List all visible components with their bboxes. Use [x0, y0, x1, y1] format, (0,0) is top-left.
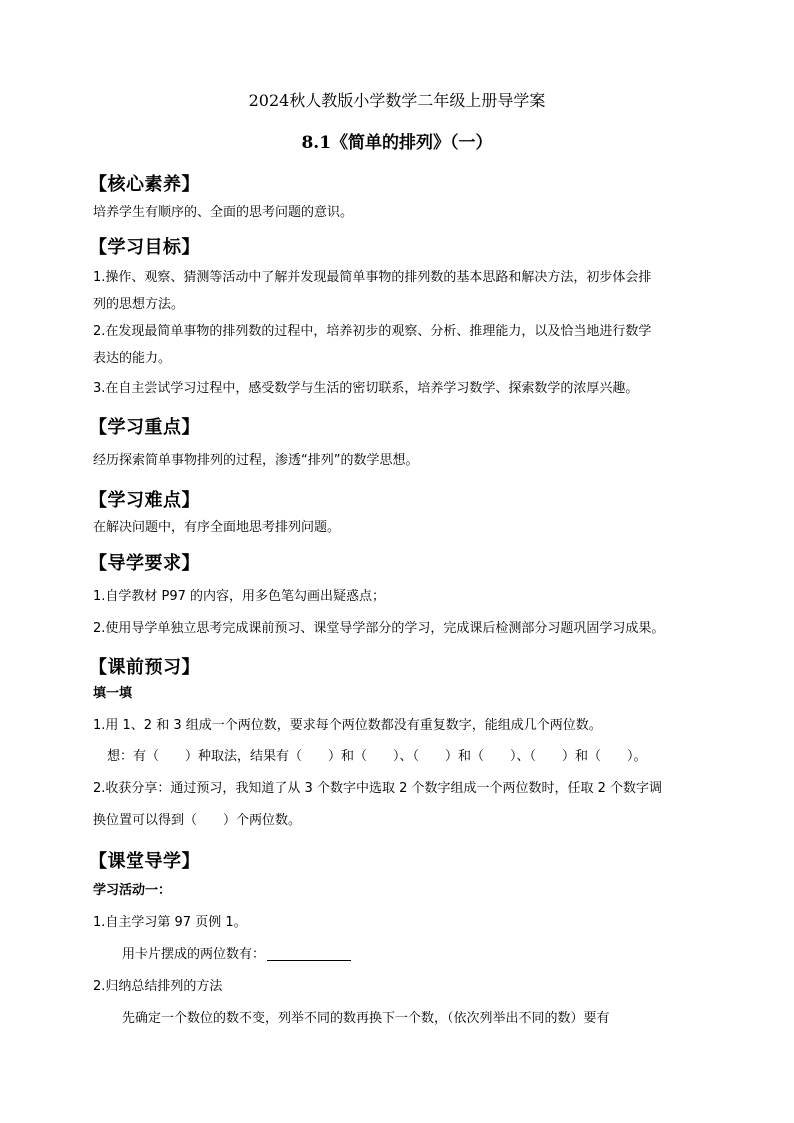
goal-item-1: 1.操作、观察、猜测等活动中了解并发现最简单事物的排列数的基本思路和解决方法，初步体会排 — [93, 270, 652, 285]
requirement-item-1: 1.自学教材 P97 的内容，用多色笔勾画出疑惑点； — [93, 589, 386, 604]
activity-one-subheading: 学习活动一： — [93, 883, 172, 898]
core-literacy-heading: 【核心素养】 — [89, 174, 200, 195]
preview-question-2: 2.收获分享：通过预习，我知道了从 3 个数字中选取 2 个数字组成一个两位数时，任取 2 个数字调 — [93, 781, 663, 796]
key-points-text: 经历探索简单事物排列的过程，渗透“排列”的数学思想。 — [93, 453, 419, 468]
fill-in-subheading: 填一填 — [93, 686, 133, 701]
document-title: 2024秋人教版小学数学二年级上册导学案 — [248, 91, 546, 110]
goal-item-2-cont: 表达的能力。 — [93, 351, 172, 366]
card-numbers-label: 用卡片摆成的两位数有： — [122, 947, 266, 962]
learning-goals-heading: 【学习目标】 — [89, 237, 200, 258]
requirement-item-2: 2.使用导学单独立思考完成课前预习、课堂导学部分的学习，完成课后检测部分习题巩固学习成果。 — [93, 621, 665, 636]
key-points-heading: 【学习重点】 — [89, 417, 200, 438]
preview-question-1: 1.用 1、2 和 3 组成一个两位数，要求每个两位数都没有重复数字，能组成几个两位数。 — [93, 718, 602, 733]
classroom-guide-heading: 【课堂导学】 — [89, 851, 200, 872]
preview-heading: 【课前预习】 — [89, 657, 200, 678]
answer-blank-line[interactable] — [267, 946, 351, 961]
classroom-item-1: 1.自主学习第 97 页例 1。 — [93, 915, 247, 930]
difficulties-text: 在解决问题中，有序全面地思考排列问题。 — [93, 520, 341, 535]
preview-question-1-answer: 想：有（ ）种取法，结果有（ ）和（ ）、（ ）和（ ）、（ ）和（ ）。 — [107, 749, 647, 764]
classroom-item-1-answer — [122, 945, 351, 965]
goal-item-2: 2.在发现最简单事物的排列数的过程中，培养初步的观察、分析、推理能力，以及恰当地进行数学 — [93, 324, 652, 339]
preview-question-2-cont: 换位置可以得到（ ）个两位数。 — [93, 813, 302, 828]
goal-item-3: 3.在自主尝试学习过程中，感受数学与生活的密切联系，培养学习数学、探索数学的浓厚兴趣。 — [93, 381, 639, 396]
requirements-heading: 【导学要求】 — [89, 553, 200, 574]
difficulties-heading: 【学习难点】 — [89, 490, 200, 511]
classroom-item-2-text: 先确定一个数位的数不变，列举不同的数再换下一个数，（依次列举出不同的数）要有 — [122, 1011, 610, 1026]
core-literacy-text: 培养学生有顺序的、全面的思考问题的意识。 — [93, 205, 354, 220]
classroom-item-2: 2.归纳总结排列的方法 — [93, 979, 223, 994]
lesson-title: 8.1《简单的排列》（一） — [301, 133, 493, 153]
goal-item-1-cont: 列的思想方法。 — [93, 297, 185, 312]
